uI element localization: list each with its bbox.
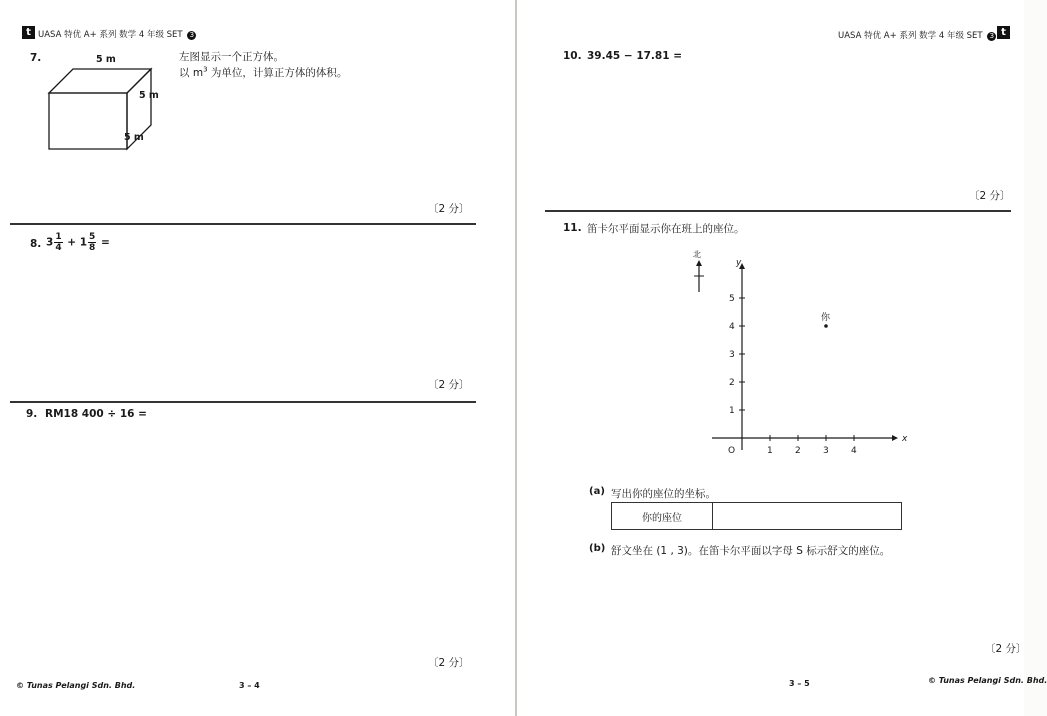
question-10-number: 10. (563, 50, 582, 62)
left-page-number: 3 – 4 (239, 681, 260, 690)
question-8-expression (46, 232, 110, 253)
data-point-label: 你 (821, 313, 831, 323)
q7-unit-superscript: 3 (203, 65, 208, 74)
right-page-number: 3 – 5 (789, 679, 810, 688)
cube-top-face (49, 69, 151, 93)
y-tick-label: 5 (729, 294, 735, 304)
origin-label: O (728, 446, 736, 456)
question-10-marks: 〔2 分〕 (969, 190, 1011, 202)
cartesian-plane (700, 255, 908, 460)
question-7-number: 7. (30, 52, 42, 64)
compass-north-label: 北 (693, 250, 701, 259)
divider-q10-q11 (545, 210, 1011, 212)
x-tick-label: 1 (767, 446, 773, 456)
y-tick-label: 4 (729, 322, 735, 332)
header-series-right (838, 29, 996, 41)
question-11-marks: 〔2 分〕 (985, 643, 1027, 655)
q8-operator: + (67, 236, 77, 249)
q8-numerator-2: 5 (89, 232, 96, 242)
q8-whole-1: 3 (46, 236, 54, 249)
q7-unit-suffix: 为单位，计算正方体的体积。 (207, 67, 348, 79)
x-tick-label: 3 (823, 446, 829, 456)
q8-fraction-2 (88, 232, 96, 253)
right-footer-copyright: © Tunas Pelangi Sdn. Bhd. (928, 676, 1047, 685)
cube-dim-depth: 5 m (124, 132, 144, 143)
part-b-text: 舒文坐在 (1 , 3)。在笛卡尔平面以字母 S 标示舒文的座位。 (611, 545, 891, 557)
question-8-marks: 〔2 分〕 (428, 379, 470, 391)
set-number-badge-right: 3 (987, 32, 996, 41)
y-tick-label: 1 (729, 406, 735, 416)
part-a-text: 写出你的座位的坐标。 (611, 488, 716, 500)
question-7-marks: 〔2 分〕 (428, 203, 470, 215)
header-series-text: UASA 特优 A+ 系列 数学 4 年级 SET (38, 30, 183, 40)
question-9-marks: 〔2 分〕 (428, 657, 470, 669)
question-11-text: 笛卡尔平面显示你在班上的座位。 (587, 223, 745, 235)
header-series-text-right: UASA 特优 A+ 系列 数学 4 年级 SET (838, 31, 983, 41)
cube-dim-right: 5 m (139, 90, 159, 101)
answer-field[interactable] (713, 503, 902, 530)
question-7-text-line1: 左图显示一个正方体。 (179, 51, 284, 63)
publisher-logo-icon: t (22, 26, 35, 39)
publisher-logo-icon-right: t (997, 26, 1010, 39)
x-axis-label: x (902, 434, 908, 444)
header-series-left (38, 28, 196, 40)
cube-diagram (40, 60, 170, 160)
left-footer-copyright: © Tunas Pelangi Sdn. Bhd. (16, 681, 136, 690)
q8-fraction-1 (54, 232, 62, 253)
part-a-label: (a) (589, 486, 605, 497)
set-number-badge: 3 (187, 31, 196, 40)
answer-table-row (612, 503, 902, 530)
answer-table-label: 你的座位 (612, 503, 713, 530)
x-axis-arrow (892, 435, 898, 441)
q8-equals: = (100, 236, 110, 249)
answer-table (611, 502, 902, 530)
divider-q7-q8 (10, 223, 476, 225)
question-7-text-line2 (179, 65, 347, 80)
q8-whole-2: 1 (79, 236, 88, 249)
cube-front-face (49, 93, 127, 149)
cube-dim-top: 5 m (96, 54, 116, 65)
question-10-expression: 39.45 − 17.81 = (587, 50, 682, 62)
q8-denominator-1: 4 (55, 243, 62, 253)
y-tick-label: 2 (729, 378, 735, 388)
y-tick-label: 3 (729, 350, 735, 360)
divider-q8-q9 (10, 401, 476, 403)
question-8-number: 8. (30, 238, 42, 250)
question-9-number: 9. (26, 408, 38, 420)
y-axis-label: y (736, 258, 742, 268)
q8-numerator-1: 1 (55, 232, 62, 242)
question-11-number: 11. (563, 222, 582, 234)
x-tick-label: 2 (795, 446, 801, 456)
q8-denominator-2: 8 (89, 243, 96, 253)
part-b-label: (b) (589, 543, 606, 554)
q7-unit-prefix: 以 m (179, 67, 204, 79)
question-9-expression: RM18 400 ÷ 16 = (45, 408, 147, 420)
x-tick-label: 4 (851, 446, 857, 456)
data-point (824, 324, 828, 328)
